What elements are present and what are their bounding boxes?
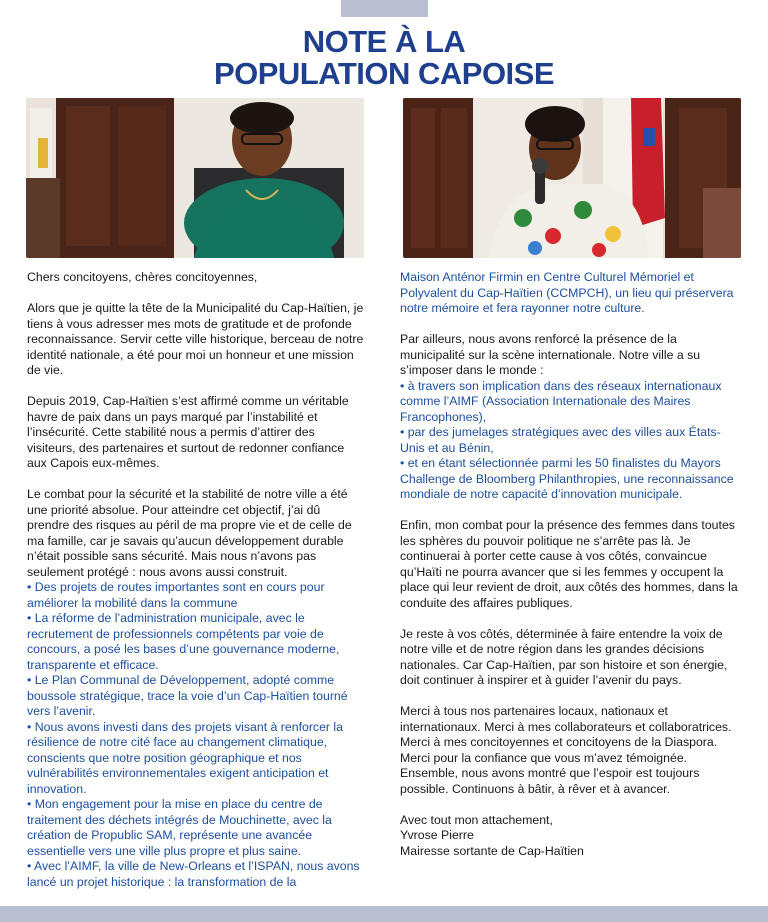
letter-bullet: • à travers son implication dans des réseaux internationaux comme l’AIMF (Association Internationale des Maires Francophones), <box>400 378 722 424</box>
letter-right-column <box>400 270 742 859</box>
letter-signer-title: Mairesse sortante de Cap-Haïtien <box>400 843 584 858</box>
letter-paragraph: Depuis 2019, Cap-Haïtien s’est affirmé comme un véritable havre de paix dans un pays marqué par l’instabilité et l’insécurité. Cette stabilité nous a permis d’attirer des visiteurs, des partenaires et surtout de redonner confiance aux Capois eux-mêmes. <box>27 394 349 470</box>
letter-paragraph: Alors que je quitte la tête de la Municipalité du Cap-Haïtien, je tiens à vous adresser mes mots de gratitude et de profonde reconnaissance. Servir cette ville historique, berceau de notre identité nationale, a été pour moi un honneur et une mission de vie. <box>27 301 364 377</box>
letter-bullet: • Nous avons investi dans des projets visant à renforcer la résilience de notre cité face au changement climatique, conscients que notre position géographique et nos vulnérabilités environnementales exigent anticipation et innovation. <box>27 719 343 796</box>
letter-bullet: • Mon engagement pour la mise en place du centre de traitement des déchets intégrés de Mouchinette, avec la création de Propublic SAM, représente une avancée essentielle vers une ville plus propre et plus saine. <box>27 797 332 858</box>
letter-salutation: Chers concitoyens, chères concitoyennes, <box>27 270 258 284</box>
letter-bullet: • Avec l’AIMF, la ville de New-Orleans et l’ISPAN, nous avons lancé un projet historique : la transformation de la <box>27 859 360 889</box>
letter-paragraph: Par ailleurs, nous avons renforcé la présence de la municipalité sur la scène internationale. Notre ville a su s’imposer dans le monde : <box>400 332 701 377</box>
letter-left-column <box>27 270 364 890</box>
letter-bullet: • par des jumelages stratégiques avec des villes aux États-Unis et au Bénin, <box>400 425 721 455</box>
letter-bullet: • Des projets de routes importantes sont en cours pour améliorer la mobilité dans la commune <box>27 580 325 610</box>
letter-closing: Avec tout mon attachement, <box>400 812 553 827</box>
bottom-bar-decoration <box>0 906 768 922</box>
page-title-line-1: NOTE À LA <box>302 24 466 59</box>
page-title-line-2: POPULATION CAPOISE <box>213 56 555 91</box>
letter-paragraph: Merci à tous nos partenaires locaux, nationaux et internationaux. Merci à mes collaborateurs et collaboratrices. Merci à mes concitoyennes et concitoyens de la Diaspora. Merci pour la confiance que vous m’avez témoignée. Ensemble, nous avons montré que l’espoir est toujours possible. Continuons à bâtir, à rêver et à avancer. <box>400 704 732 796</box>
letter-bullet: • et en étant sélectionnée parmi les 50 finalistes du Mayors Challenge de Bloomberg Philanthropies, une reconnaissance mondiale de notre capacité d’innovation municipale. <box>400 456 734 501</box>
letter-signer-name: Yvrose Pierre <box>400 828 474 842</box>
letter-continuation: Maison Anténor Firmin en Centre Culturel Mémoriel et Polyvalent du Cap-Haïtien (CCMPCH), un lieu qui préservera notre mémoire et fera rayonner notre culture. <box>400 270 734 315</box>
letter-paragraph: Je reste à vos côtés, déterminée à faire entendre la voix de notre ville et de notre région dans les grandes décisions nationales. Car Cap-Haïtien, par son histoire et son énergie, doit continuer à inspirer et à guider l’avenir du pays. <box>400 626 728 687</box>
letter-bullet: • La réforme de l’administration municipale, avec le recrutement de professionnels compétents par voie de concours, a posé les bases d’une gouvernance moderne, transparente et efficace. <box>27 611 340 672</box>
letter-paragraph: Le combat pour la sécurité et la stabilité de notre ville a été une priorité absolue. Pour atteindre cet objectif, j’ai dû prendre des risques au péril de ma propre vie et de celle de ma famille, car je savais qu’aucun développement durable n’était possible sans sécurité. Mais nous n’avons pas seulement protégé : nous avons aussi construit. <box>27 487 352 579</box>
top-tab-decoration <box>341 0 428 17</box>
photo-mayor-green-top <box>26 98 364 258</box>
letter-paragraph: Enfin, mon combat pour la présence des femmes dans toutes les sphères du pouvoir politique ne s’arrête pas là. Je continuerai à porter cette cause à vos côtés, convaincue qu’Haïti ne pourra avancer que si les femmes y occupent la place qui leur revient de droit, aux côtés des hommes, dans la conduite des affaires publiques. <box>400 518 738 610</box>
letter-bullet: • Le Plan Communal de Développement, adopté comme boussole stratégique, trace la voie d’un Cap-Haïtien tourné vers l’avenir. <box>27 673 348 718</box>
photo-mayor-floral-top <box>403 98 741 258</box>
